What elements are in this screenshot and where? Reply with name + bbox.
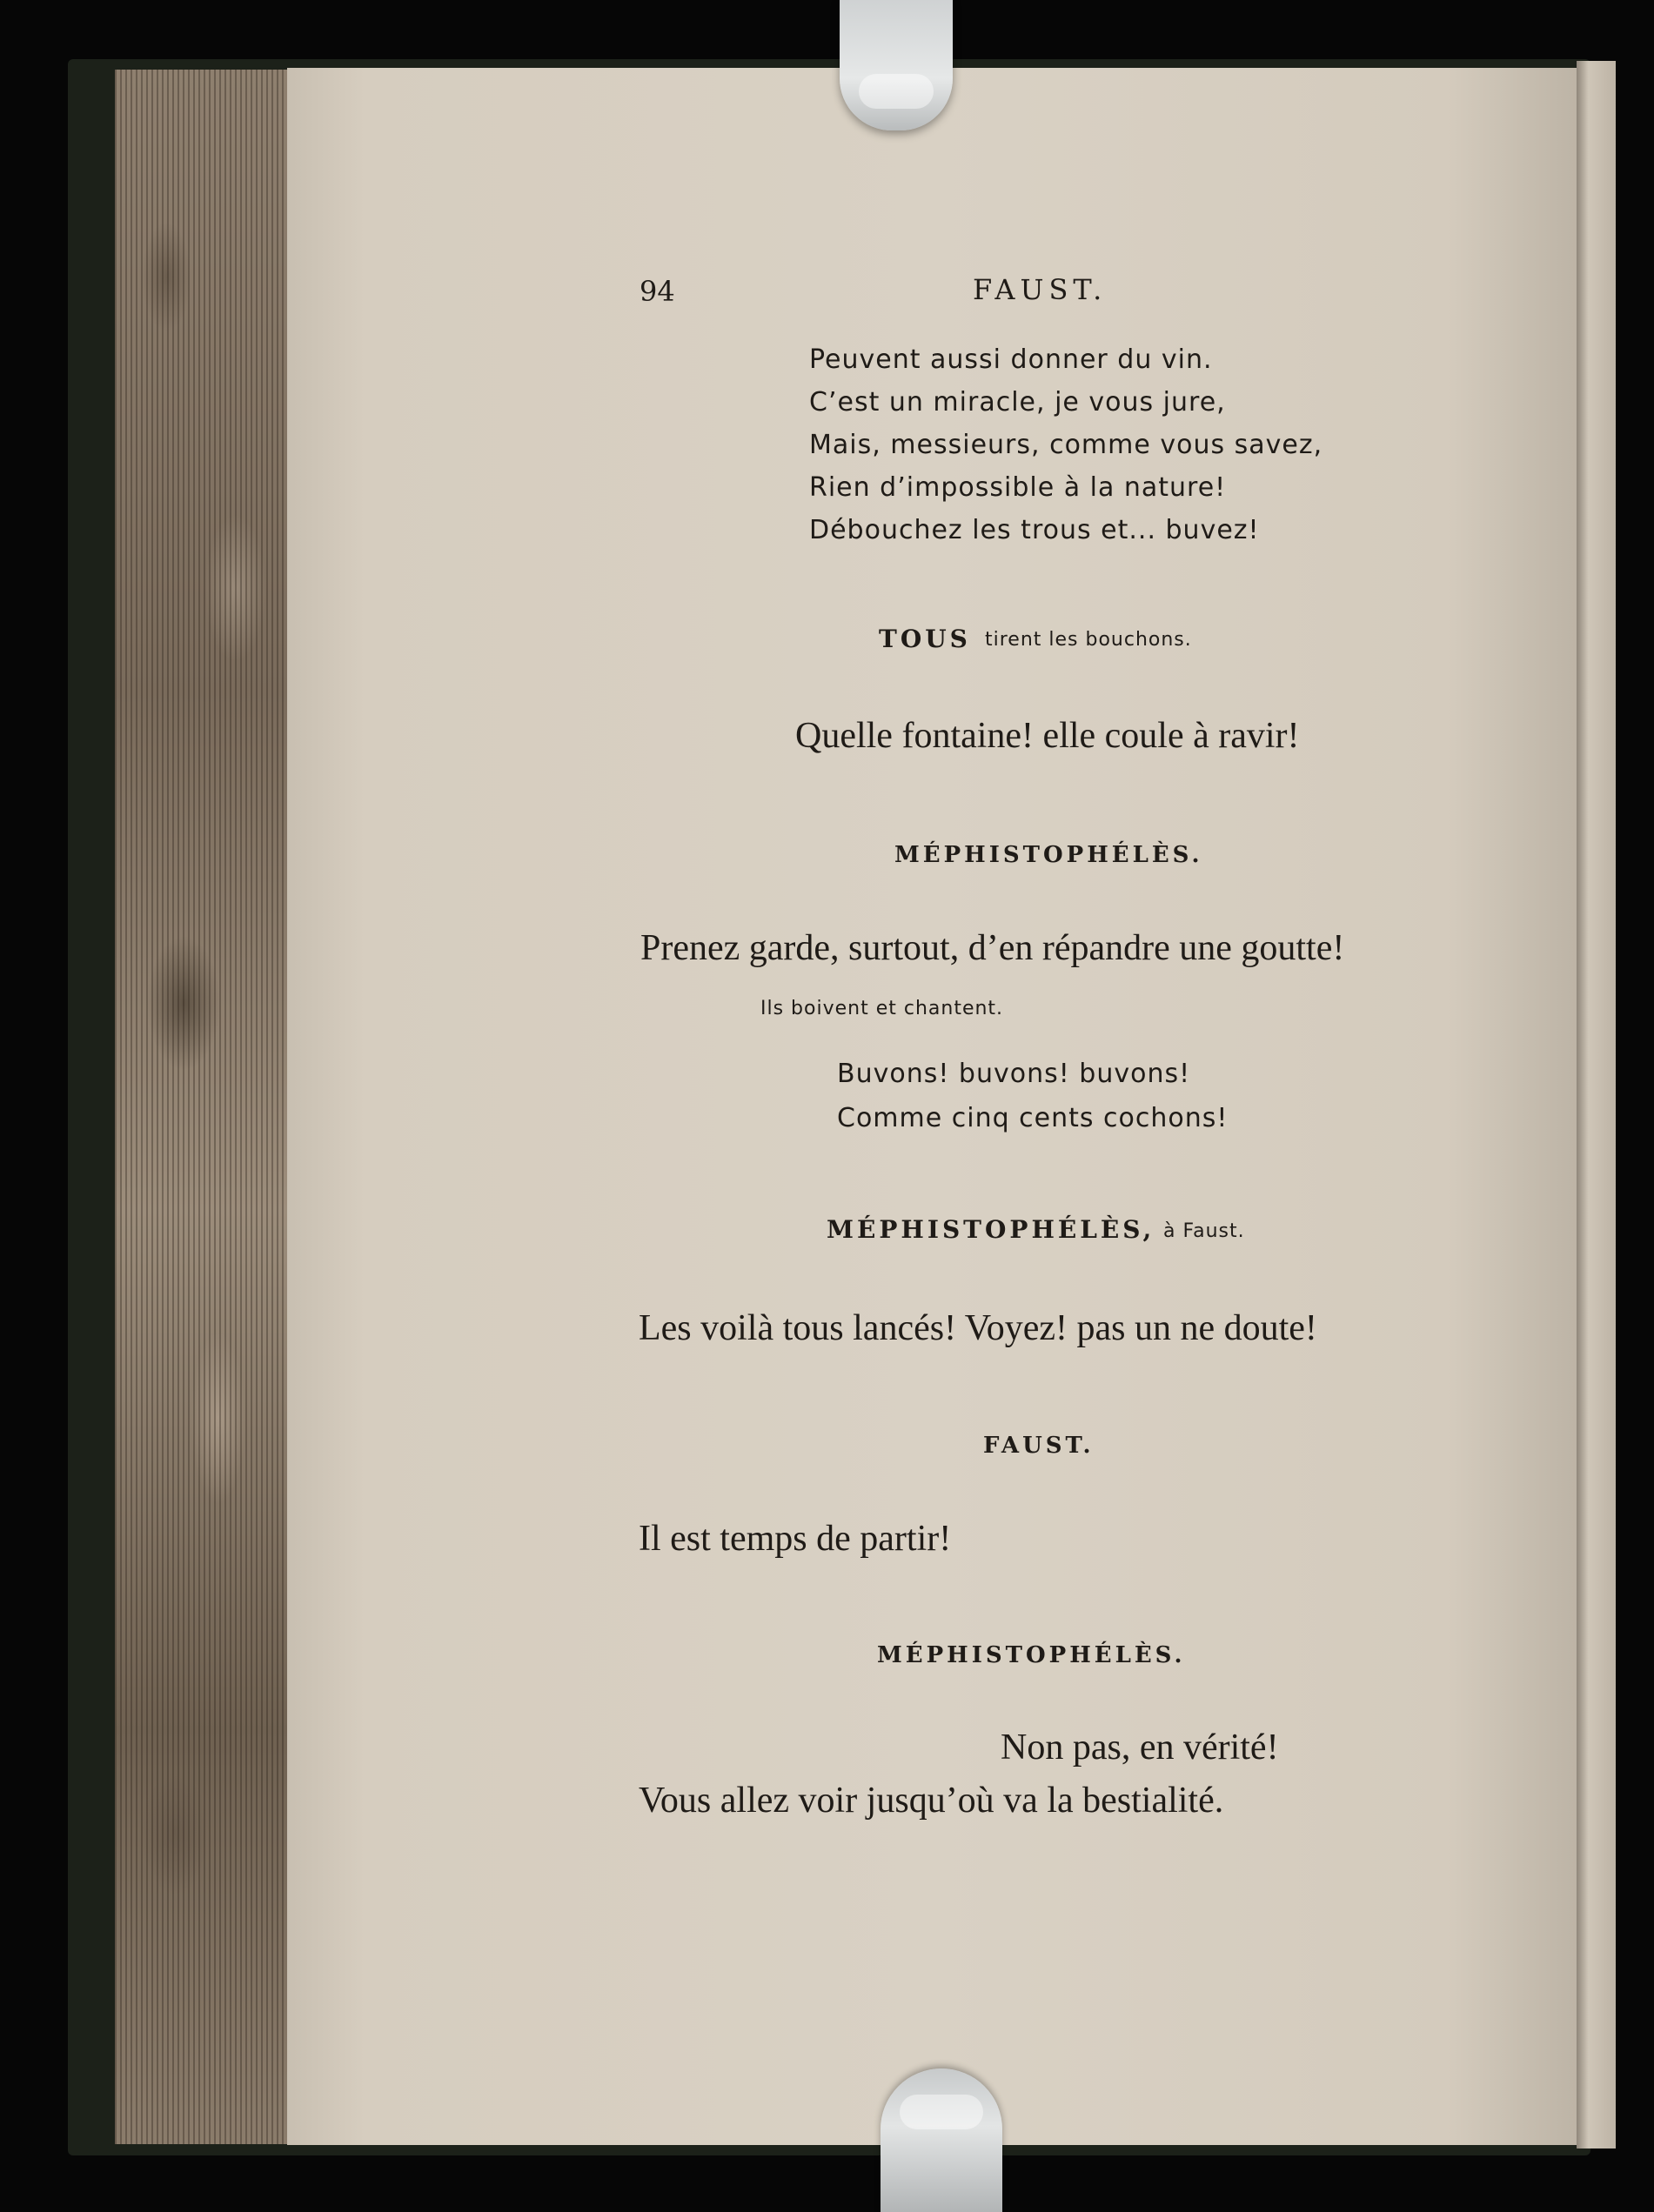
next-page-edge <box>1577 61 1616 2149</box>
stage-direction: Ils boivent et chantent. <box>760 998 1004 1019</box>
stage-direction: tirent les bouchons. <box>985 629 1192 651</box>
dialogue-line: Vous allez voir jusqu’où va la bestialité. <box>639 1781 1224 1821</box>
song-line: Comme cinq cents cochons! <box>837 1103 1229 1133</box>
verse-line: Mais, messieurs, comme vous savez, <box>809 430 1323 460</box>
running-head: FAUST. <box>973 273 1108 306</box>
verse-line: Débouchez les trous et... buvez! <box>809 515 1260 545</box>
marbled-page-edge <box>115 70 287 2144</box>
page-clip-top <box>840 0 953 130</box>
dialogue-line: Les voilà tous lancés! Voyez! pas un ne doute! <box>639 1308 1317 1348</box>
song-line: Buvons! buvons! buvons! <box>837 1059 1191 1089</box>
page-clip-bottom <box>881 2068 1002 2212</box>
page-number: 94 <box>640 275 675 308</box>
speaker-mephistopheles: MÉPHISTOPHÉLÈS. <box>877 1642 1186 1668</box>
speaker-mephistopheles: MÉPHISTOPHÉLÈS, <box>827 1215 1155 1244</box>
dialogue-line: Prenez garde, surtout, d’en répandre une goutte! <box>640 928 1345 968</box>
stage-direction: à Faust. <box>1163 1220 1245 1242</box>
verse-line: Rien d’impossible à la nature! <box>809 472 1227 503</box>
dialogue-line: Non pas, en vérité! <box>1001 1727 1279 1768</box>
dialogue-line: Quelle fontaine! elle coule à ravir! <box>795 716 1300 756</box>
verse-line: Peuvent aussi donner du vin. <box>809 344 1213 375</box>
speaker-mephistopheles: MÉPHISTOPHÉLÈS. <box>894 842 1203 868</box>
speaker-tous: TOUS <box>879 625 971 653</box>
dialogue-line: Il est temps de partir! <box>639 1519 952 1559</box>
speaker-faust: FAUST. <box>983 1433 1095 1459</box>
verse-line: C’est un miracle, je vous jure, <box>809 387 1226 418</box>
